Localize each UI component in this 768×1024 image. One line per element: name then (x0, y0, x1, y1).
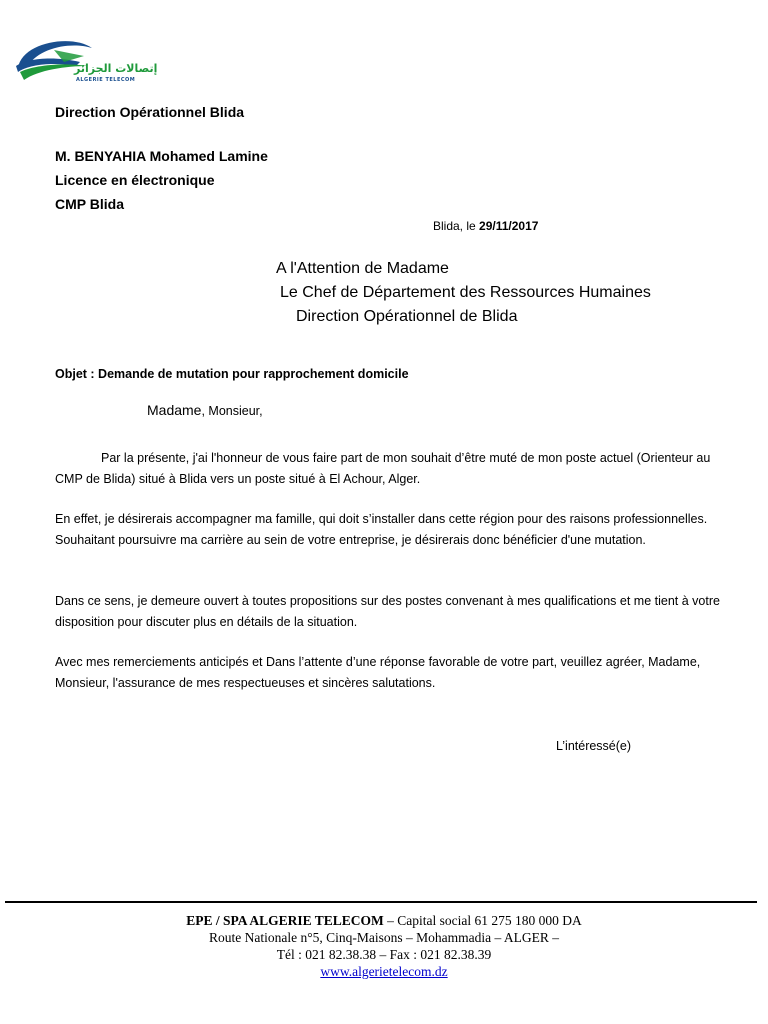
footer-website-link[interactable]: www.algerietelecom.dz (320, 964, 448, 979)
sender-name: M. BENYAHIA Mohamed Lamine (55, 148, 268, 164)
sender-unit: CMP Blida (55, 196, 124, 212)
paragraph-3: Dans ce sens, je demeure ouvert à toutes propositions sur des postes convenant à mes qualifications et me tient à votre disposition pour discuter plus en détails de la situation. (55, 594, 720, 629)
recipient-line-1: A l'Attention de Madame (276, 260, 449, 277)
footer-capital: – Capital social 61 275 180 000 DA (383, 913, 582, 928)
logo-arabic-text: إتصالات الجزائر (74, 62, 158, 75)
footer-phone: Tél : 021 82.38.38 – Fax : 021 82.38.39 (276, 947, 492, 962)
salutation-madame: Madame (147, 402, 202, 418)
footer-company: EPE / SPA ALGERIE TELECOM (186, 913, 384, 928)
date-prefix: Blida, le (433, 219, 480, 233)
signature-label: L’intéressé(e) (556, 739, 632, 753)
algerie-telecom-logo (14, 36, 164, 88)
sender-direction: Direction Opérationnel Blida (55, 104, 245, 120)
paragraph-4: Avec mes remerciements anticipés et Dans l’attente d’une réponse favorable de votre part, veuillez agréer, Madame, Monsieur, l'assurance de mes respectueuses et sincères salutations. (55, 655, 701, 690)
salutation-rest: , Monsieur, (201, 404, 263, 418)
footer-address: Route Nationale n°5, Cinq-Maisons – Mohammadia – ALGER – (209, 930, 559, 945)
logo-latin-text: ALGERIE TELECOM (76, 77, 136, 83)
paragraph-1: Par la présente, j'ai l'honneur de vous faire part de mon souhait d’être muté de mon poste actuel (Orienteur au CMP de Blida) situé à Blida vers un poste situé à El Achour, Alger. (55, 451, 711, 486)
footer-company-line (0, 912, 768, 929)
recipient-line-3: Direction Opérationnel de Blida (296, 308, 518, 325)
salutation (147, 402, 263, 418)
footer-website-line (0, 963, 768, 980)
letter-subject: Objet : Demande de mutation pour rapprochement domicile (55, 367, 409, 381)
recipient-line-2: Le Chef de Département des Ressources Humaines (280, 284, 651, 301)
footer-divider (5, 901, 757, 903)
letter-date (433, 219, 538, 233)
sender-degree: Licence en électronique (55, 172, 215, 188)
paragraph-2: En effet, je désirerais accompagner ma famille, qui doit s’installer dans cette région pour des raisons professionnelles. Souhaitant poursuivre ma carrière au sein de votre entreprise, je désirerais donc bénéficier d'une mutation. (55, 512, 708, 547)
date-value: 29/11/2017 (479, 219, 539, 233)
